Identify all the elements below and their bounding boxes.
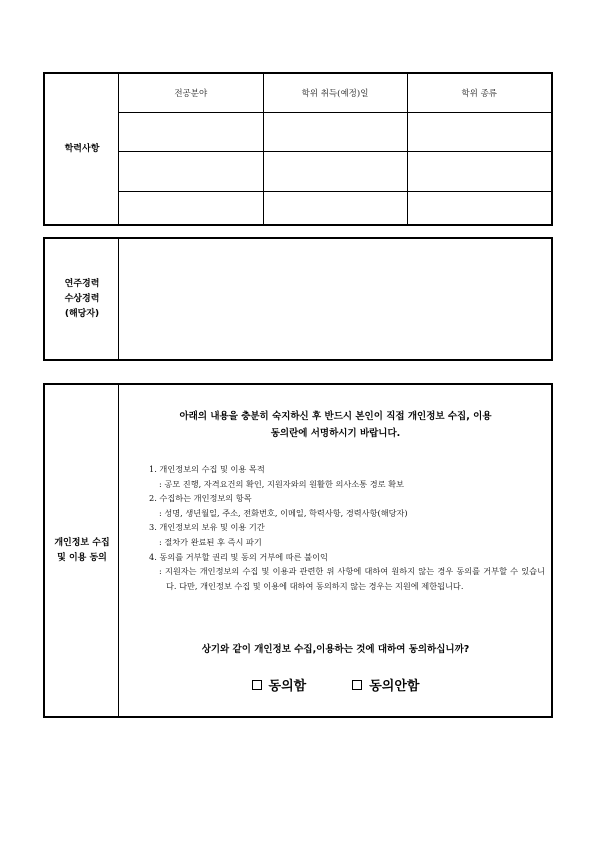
education-label: 학력사항 xyxy=(64,143,100,154)
education-cell-major[interactable] xyxy=(119,152,263,192)
item-title: 4. 동의를 거부할 권리 및 동의 거부에 따른 불이익 xyxy=(149,551,328,562)
item-description: : 지원자는 개인정보의 수집 및 이용과 관련한 위 사항에 대하여 원하지 않는 경우 동의를 거부할 수 있습니다. 다만, 개인정보 수집 및 이용에 대하여 동의하지 않는 경우는 지원에 제한됩니다. xyxy=(159,566,545,591)
education-label-cell xyxy=(45,74,119,224)
consent-question: 상기와 같이 개인정보 수집,이용하는 것에 대하여 동의하십니까? xyxy=(201,644,470,655)
agree-label: 동의함 xyxy=(268,679,307,694)
agree-option[interactable] xyxy=(252,675,307,694)
career-section xyxy=(43,237,553,361)
career-label-line: (해당자) xyxy=(64,308,100,319)
item-title: 2. 수집하는 개인정보의 항목 xyxy=(149,493,252,504)
career-label-cell xyxy=(45,239,119,359)
privacy-label-line: 및 이용 동의 xyxy=(57,552,107,563)
item-description: : 성명, 생년월일, 주소, 전화번호, 이메일, 학력사항, 경력사항(해당자) xyxy=(159,507,408,518)
education-cell-date[interactable] xyxy=(263,191,407,224)
career-label-line: 연주경력 xyxy=(64,278,100,289)
disagree-label: 동의안함 xyxy=(369,679,420,694)
consent-options xyxy=(120,675,551,694)
education-cell-type[interactable] xyxy=(407,152,551,192)
education-cell-major[interactable] xyxy=(119,112,263,152)
item-description: : 절차가 완료된 후 즉시 파기 xyxy=(159,536,262,547)
education-row xyxy=(119,112,551,152)
item-title: 1. 개인정보의 수집 및 이용 목적 xyxy=(149,464,265,474)
education-cell-type[interactable] xyxy=(407,191,551,224)
item-description: : 공모 진행, 자격요건의 확인, 지원자와의 원활한 의사소통 경로 확보 xyxy=(159,478,404,489)
privacy-label-line: 개인정보 수집 xyxy=(54,537,110,548)
education-row xyxy=(119,152,551,192)
privacy-items xyxy=(149,462,545,593)
header-major: 전공분야 xyxy=(119,74,263,112)
education-row xyxy=(119,191,551,224)
header-degree-date: 학위 취득(예정)일 xyxy=(263,74,407,112)
headline-line: 아래의 내용을 충분히 숙지하신 후 반드시 본인이 직접 개인정보 수집, 이용 xyxy=(179,411,492,422)
privacy-label-cell xyxy=(45,385,119,716)
education-cell-major[interactable] xyxy=(119,191,263,224)
headline-line: 동의란에 서명하시기 바랍니다. xyxy=(270,428,401,439)
education-section xyxy=(43,72,553,226)
career-label-line: 수상경력 xyxy=(64,293,100,304)
education-cell-date[interactable] xyxy=(263,152,407,192)
disagree-option[interactable] xyxy=(352,675,419,694)
education-cell-date[interactable] xyxy=(263,112,407,152)
privacy-headline xyxy=(120,408,551,442)
education-table xyxy=(119,74,551,224)
privacy-consent-section xyxy=(43,383,553,718)
career-content-field[interactable] xyxy=(120,239,551,359)
education-cell-type[interactable] xyxy=(407,112,551,152)
agree-checkbox[interactable] xyxy=(252,680,262,690)
education-header-row xyxy=(119,74,551,112)
privacy-content xyxy=(120,385,551,716)
item-title: 3. 개인정보의 보유 및 이용 기간 xyxy=(149,522,265,533)
disagree-checkbox[interactable] xyxy=(352,680,362,690)
header-degree-type: 학위 종류 xyxy=(407,74,551,112)
